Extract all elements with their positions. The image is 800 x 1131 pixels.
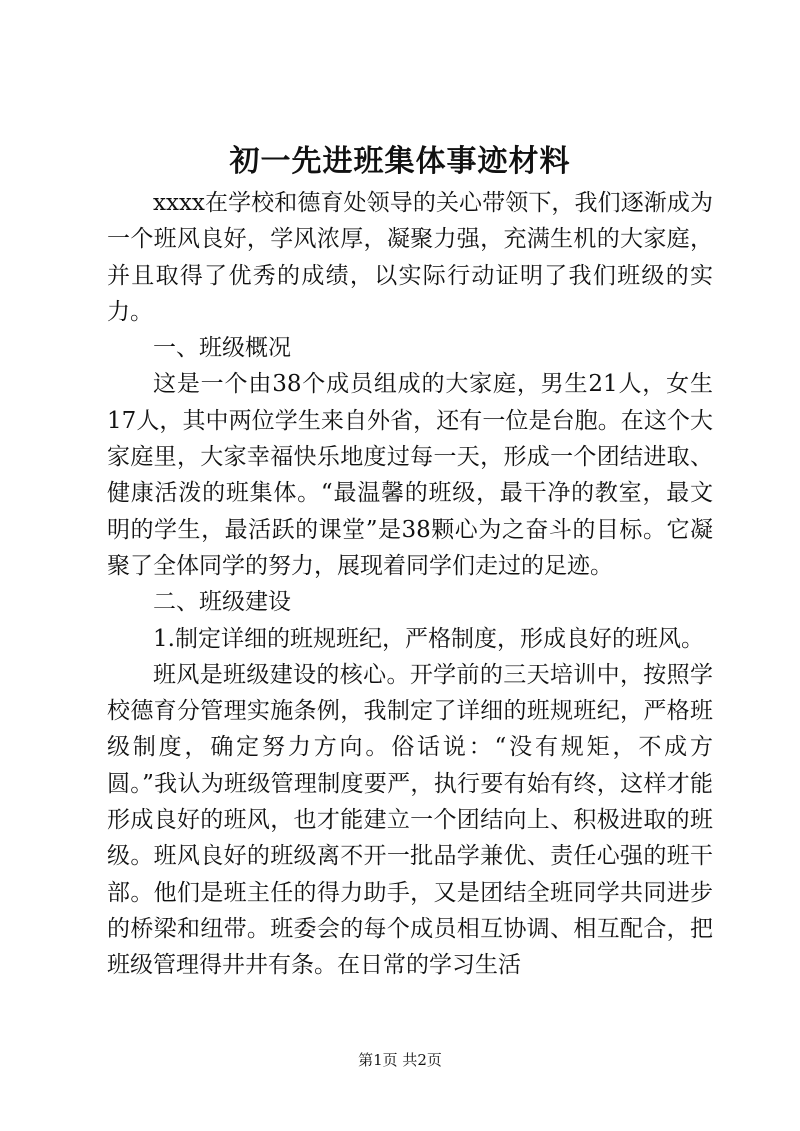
page-footer: 第1页 共2页 (358, 1051, 442, 1069)
paragraph-intro: xxxx在学校和德育处领导的关心带领下，我们逐渐成为一个班风良好，学风浓厚，凝聚力强，充满生机的大家庭，并且取得了优秀的成绩，以实际行动证明了我们班级的实力。 (107, 190, 713, 325)
paragraph-class-rules: 班风是班级建设的核心。开学前的三天培训中，按照学校德育分管理实施条例，我制定了详细的班规班纪，严格班级制度，确定努力方向。俗话说：“没有规矩，不成方圆。”我认为班级管理制度要严，执行要有始有终，这样才能形成良好的班风，也才能建立一个团结向上、积极进取的班级。班风良好的班级离不开一批品学兼优、责任心强的班干部。他们是班主任的得力助手，又是团结全班同学共同进步的桥梁和纽带。班委会的每个成员相互协调、相互配合，把班级管理得井井有条。在日常的学习生活 (107, 661, 713, 979)
document-body (107, 185, 713, 984)
subheading-class-rules: 1.制定详细的班规班纪，严格制度，形成良好的班风。 (153, 625, 704, 652)
heading-class-overview: 一、班级概况 (153, 335, 291, 362)
heading-class-building: 二、班级建设 (153, 589, 291, 616)
paragraph-class-overview: 这是一个由38个成员组成的大家庭，男生21人，女生17人，其中两位学生来自外省，还有一位是台胞。在这个大家庭里，大家幸福快乐地度过每一天，形成一个团结进取、健康活泼的班集体。“最温馨的班级，最干净的教室，最文明的学生，最活跃的课堂”是38颗心为之奋斗的目标。它凝聚了全体同学的努力，展现着同学们走过的足迹。 (107, 371, 713, 579)
document-title: 初一先进班集体事迹材料 (229, 144, 571, 179)
